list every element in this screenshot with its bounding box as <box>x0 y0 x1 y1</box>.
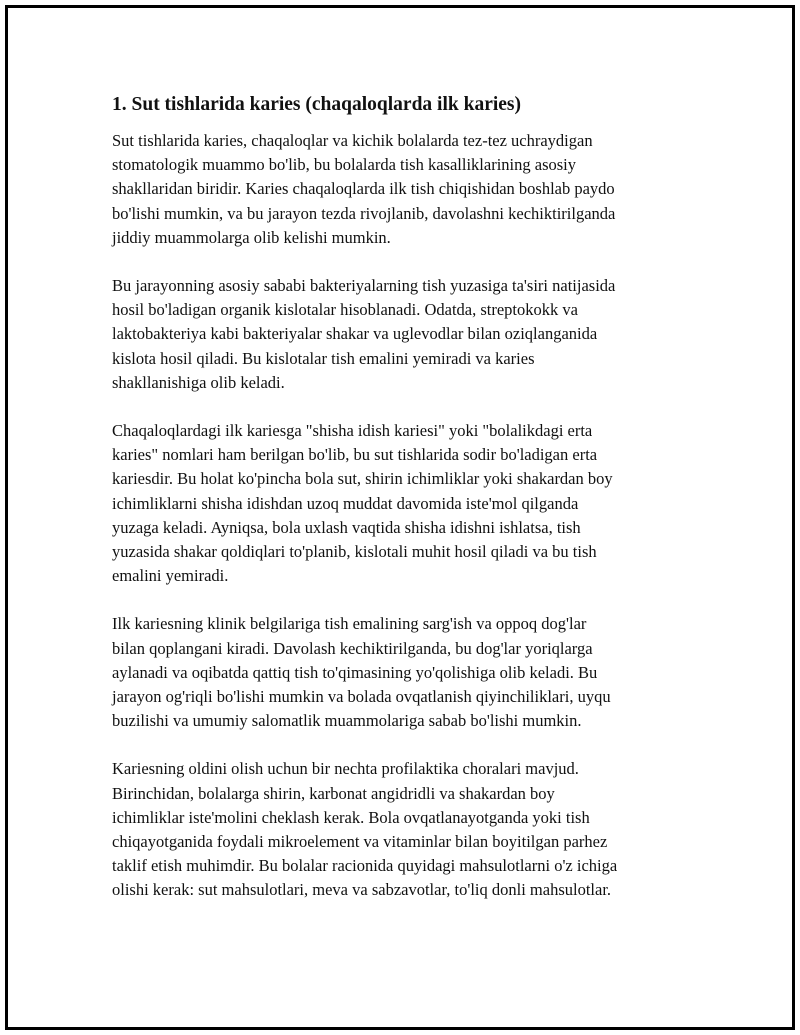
paragraph-1: Sut tishlarida karies, chaqaloqlar va kichik bolalarda tez-tez uchraydigan stomatologik muammo bo'lib, bu bolalarda tish kasalliklarining asosiy shakllaridan biridir. Karies chaqaloqlarda ilk tish chiqishidan boshlab paydo bo'lishi mumkin, va bu jarayon tezda rivojlanib, davolashni kechiktirilganda jiddiy muammolarga olib kelishi mumkin. <box>112 131 616 247</box>
section-heading: 1. Sut tishlarida karies (chaqaloqlarda ilk karies) <box>112 94 522 115</box>
paragraph-3: Chaqaloqlardagi ilk kariesga "shisha idish kariesi" yoki "bolalikdagi erta karies" nomlari ham berilgan bo'lib, bu sut tishlarida sodir bo'ladigan erta kariesdir. Bu holat ko'pincha bola sut, shirin ichimliklar yoki shakardan boy ichimliklarni shisha idishdan uzoq muddat davomida iste'mol qilganda yuzaga keladi. Ayniqsa, bola uxlash vaqtida shisha idishni ishlatsa, tish yuzasida shakar qoldiqlari to'planib, kislotali muhit hosil qiladi va bu tish emalini yemiradi. <box>112 421 613 586</box>
paragraph-4: Ilk kariesning klinik belgilariga tish emalining sarg'ish va oppoq dog'lar bilan qoplangani kiradi. Davolash kechiktirilganda, bu dog'lar yoriqlarga aylanadi va oqibatda qattiq tish to'qimasining yo'qolishiga olib keladi. Bu jarayon og'riqli bo'lishi mumkin va bolada ovqatlanish qiyinchiliklari, uyqu buzilishi va umumiy salomatlik muammolariga sabab bo'lishi mumkin. <box>112 614 611 731</box>
paragraph-2: Bu jarayonning asosiy sababi bakteriyalarning tish yuzasiga ta'siri natijasida hosil bo'ladigan organik kislotalar hisoblanadi. Odatda, streptokokk va laktobakteriya kabi bakteriyalar shakar va uglevodlar bilan oziqlanganida kislota hosil qiladi. Bu kislotalar tish emalini yemiradi va karies shakllanishiga olib keladi. <box>112 276 616 392</box>
paragraph-5: Kariesning oldini olish uchun bir nechta profilaktika choralari mavjud. Birinchidan, bolalarga shirin, karbonat angidridli va shakardan boy ichimliklar iste'molini cheklash kerak. Bola ovqatlanayotganda yoki tish chiqayotganida foydali mikroelement va vitaminlar bilan boyitilgan parhez taklif etish muhimdir. Bu bolalar racionida quyidagi mahsulotlarni o'z ichiga olishi kerak: sut mahsulotlari, meva va sabzavotlar, to'liq donli mahsulotlar. <box>112 759 618 900</box>
document-body <box>112 92 682 927</box>
